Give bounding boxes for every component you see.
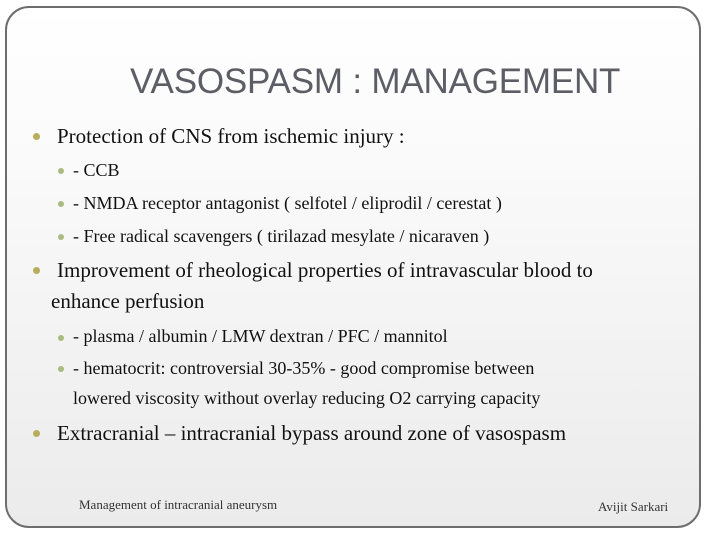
bullet-level1-rheological-line1: Improvement of rheological properties of intravascular blood to	[57, 258, 593, 282]
bullet-level2-nmda: - NMDA receptor antagonist ( selfotel / eliprodil / cerestat )	[73, 193, 502, 213]
sub-bullet-dot-icon	[58, 366, 64, 372]
footer-presentation-title: Management of intracranial aneurysm	[79, 497, 278, 512]
bullet-level2-plasma: - plasma / albumin / LMW dextran / PFC / mannitol	[73, 326, 448, 346]
bullet-level1-protection: Protection of CNS from ischemic injury :	[57, 124, 405, 148]
sub-bullet-dot-icon	[58, 335, 64, 341]
sub-bullet-dot-icon	[58, 234, 64, 240]
footer-author: Avijit Sarkari	[598, 499, 669, 514]
bullet-level2-ccb: - CCB	[73, 160, 120, 180]
sub-bullet-dot-icon	[58, 201, 64, 207]
sub-bullet-dot-icon	[58, 168, 64, 174]
bullet-dot-icon	[33, 267, 40, 274]
bullet-level2-hematocrit-line1: - hematocrit: controversial 30-35% - good compromise between	[73, 358, 535, 378]
bullet-level1-rheological-line2: enhance perfusion	[51, 289, 205, 313]
bullet-level1-bypass: Extracranial – intracranial bypass around zone of vasospasm	[57, 421, 567, 445]
bullet-level2-free-radical: - Free radical scavengers ( tirilazad mesylate / nicaraven )	[73, 226, 490, 246]
bullet-level2-hematocrit-line2: lowered viscosity without overlay reducing O2 carrying capacity	[73, 388, 541, 408]
bullet-dot-icon	[33, 430, 40, 437]
bullet-dot-icon	[33, 133, 40, 140]
slide-title: VASOSPASM : MANAGEMENT	[130, 62, 621, 101]
